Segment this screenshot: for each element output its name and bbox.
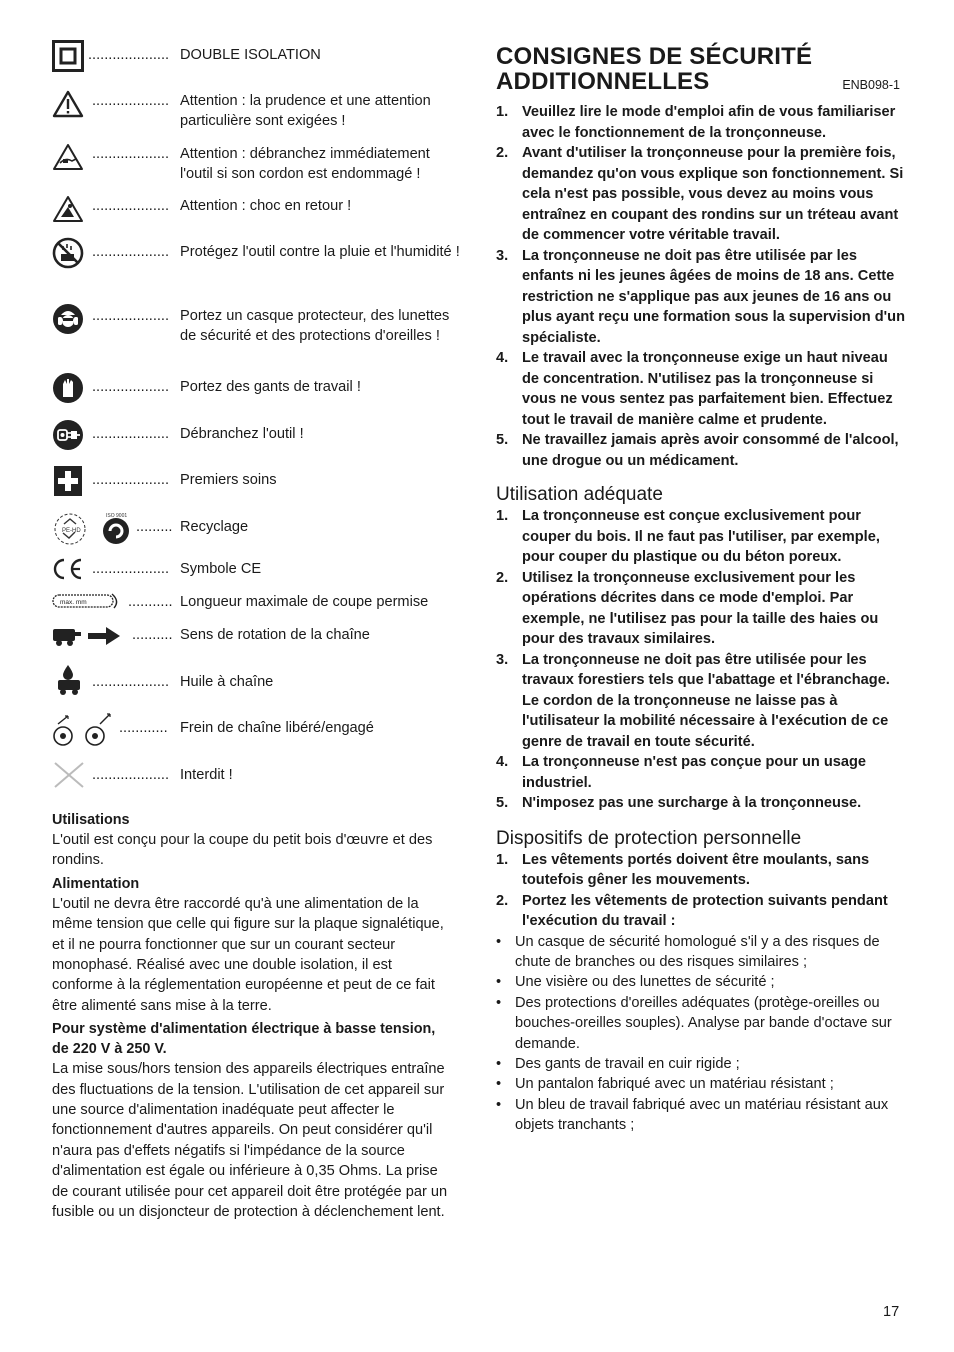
alimentation-heading: Alimentation: [52, 875, 140, 892]
bullet-item: • Un pantalon fabriqué avec un matériau résistant ;: [496, 1074, 906, 1094]
symbol-row-forbidden: [52, 766, 457, 796]
symbol-dots: ...........: [128, 594, 173, 610]
symbol-dots: ...................: [92, 93, 170, 109]
symbol-text: DOUBLE ISOLATION: [180, 47, 321, 63]
first-aid-icon: [52, 466, 84, 496]
symbol-text: Premiers soins: [180, 472, 277, 488]
symbol-dots: ...................: [92, 426, 170, 442]
chain-oil-icon: [52, 663, 84, 697]
list-item: 1. Les vêtements portés doivent être moulants, sans toutefois gêner les mouvements.: [496, 851, 870, 888]
bullet-item: • Des gants de travail en cuir rigide ;: [496, 1054, 906, 1074]
unplug-damaged-cord-icon: [52, 143, 84, 171]
symbol-row-warning: [52, 92, 457, 136]
list-item: 2. Portez les vêtements de protection suivants pendant l'exécution du travail :: [496, 892, 888, 929]
symbol-row-brake: [52, 719, 457, 749]
symbol-dots: ..........: [132, 627, 173, 643]
main-title-block: [496, 44, 906, 94]
right-column: [496, 44, 906, 1136]
symbol-row-rotation: [52, 626, 457, 656]
list-item: 4. La tronçonneuse n'est pas conçue pour un usage industriel.: [496, 754, 867, 791]
recycling-icon: [52, 512, 136, 546]
svg-text:PE-HD: PE-HD: [62, 528, 81, 534]
symbol-dots: ...................: [92, 472, 170, 488]
list-item: 2. Utilisez la tronçonneuse exclusivement pour les opérations décrites dans ce mode d'emploi. Par exemple, ne l'utilisez pas pour la taille des haies ou pour des travaux similaires.: [496, 569, 879, 647]
symbol-row-first-aid: [52, 471, 457, 501]
symbol-row-no-rain: [52, 243, 460, 287]
symbol-row-unplug: [52, 425, 457, 455]
utilisations-text: L'outil est conçu pour la coupe du petit bois d'œuvre et des rondins.: [52, 832, 433, 869]
symbol-row-max-length: [52, 593, 457, 623]
symbol-dots: ...................: [92, 146, 170, 162]
symbol-text: Recyclage: [180, 519, 249, 535]
symbol-row-recycling: [52, 513, 457, 548]
symbol-dots: ...................: [92, 308, 170, 324]
symbol-dots: ...................: [92, 379, 170, 395]
forbidden-icon: [52, 760, 86, 790]
symbol-text: Sens de rotation de la chaîne: [180, 627, 370, 643]
list-item: 3. La tronçonneuse ne doit pas être utilisée par les enfants ni les jeunes âgées de moins de 18 ans. Cette restriction ne s'applique pas aux jeunes de 16 ans ou plus ayant reçu une formation sous la supervision d'un spécialiste.: [496, 247, 905, 346]
symbol-row-kickback: [52, 197, 457, 227]
symbol-dots: ...................: [92, 674, 170, 690]
symbol-row-ppe: [52, 307, 457, 371]
symbol-row-oil: [52, 673, 457, 703]
alimentation-text: L'outil ne devra être raccordé qu'à une alimentation de la même tension que celle qui figure sur la plaque signalétique, et il ne pourra fonctionner que sur un courant secteur monophasé. Réalisé avec une double isolation, il est conforme à la réglementation européenne et peut de ce fait être alimenté sans mise à la terre.: [52, 895, 444, 1014]
symbol-text: Attention : débranchez immédiatement l'outil si son cordon est endommagé !: [180, 146, 430, 182]
kickback-icon: [52, 195, 84, 223]
symbol-dots: .........: [136, 519, 173, 535]
document-code: ENB098-1: [842, 78, 900, 92]
helmet-goggles-earmuffs-icon: [52, 303, 84, 335]
main-title-line2: ADDITIONNELLES: [496, 68, 710, 95]
symbol-dots: ...................: [92, 561, 170, 577]
bullet-item: • Des protections d'oreilles adéquates (protège-oreilles ou bouches-oreilles souples). Analyse par bande d'octave sur demande.: [496, 993, 906, 1054]
symbol-dots: ...................: [92, 198, 170, 214]
no-rain-icon: [52, 237, 84, 269]
chain-rotation-icon: [52, 624, 124, 648]
symbol-text: Protégez l'outil contre la pluie et l'humidité !: [180, 244, 460, 260]
low-voltage-text: La mise sous/hors tension des appareils électriques entraîne des fluctuations de la tension. L'utilisation de cet appareil sur une source d'alimentation inadéquate peut affecter le fonctionnement d'autres appareils. On peut considérer qu'il n'aura pas d'effets négatifs si l'impédance de la source d'alimentation est égale ou inférieure à 0,35 Ohms. La prise de courant utilisée pour cet appareil doit être protégée par un fusible ou un disjoncteur de protection à déclenchement lent.: [52, 1061, 448, 1221]
list-item: 3. La tronçonneuse ne doit pas être utilisée pour les travaux forestiers tels que l'abattage et l'ébranchage. Le cordon de la tronçonneuse ne laisse pas à l'utilisateur la mobilité nécessaire à l'exécution de ce genre de travail en toute sécurité.: [496, 651, 890, 750]
symbol-dots: ...................: [92, 244, 170, 260]
double-insulation-icon: [52, 40, 84, 72]
symbol-row-unplug-damaged: [52, 145, 457, 189]
symbol-text: Portez un casque protecteur, des lunettes de sécurité et des protections d'oreilles !: [180, 308, 450, 344]
symbol-row-double-insulation: [52, 40, 457, 74]
symbol-row-gloves: [52, 378, 457, 408]
gloves-icon: [52, 372, 84, 404]
symbol-text: Longueur maximale de coupe permise: [180, 594, 429, 610]
utilisation-title: Utilisation adéquate: [496, 484, 663, 505]
left-text-sections: [52, 810, 455, 1223]
symbol-dots: ....................: [88, 47, 170, 63]
bullet-item: • Un bleu de travail fabriqué avec un matériau résistant aux objets tranchants ;: [496, 1095, 906, 1136]
low-voltage-heading: Pour système d'alimentation électrique à basse tension, de 220 V à 250 V.: [52, 1021, 436, 1058]
utilisations-heading: Utilisations: [52, 812, 130, 828]
symbol-text: Frein de chaîne libéré/engagé: [180, 720, 374, 736]
symbol-dots: ...................: [92, 767, 170, 783]
bullet-item: • Un casque de sécurité homologué s'il y a des risques de chute de branches ou des risques similaires ;: [496, 932, 906, 973]
max-cut-length-icon: [52, 591, 122, 611]
symbol-dots: ............: [119, 720, 168, 736]
symbol-text: Attention : la prudence et une attention particulière sont exigées !: [180, 93, 431, 129]
ce-mark-icon: [52, 558, 84, 580]
protection-list: [496, 850, 906, 932]
max-length-label: max. mm: [60, 599, 87, 606]
symbol-text: Huile à chaîne: [180, 674, 274, 690]
protection-title: Dispositifs de protection personnelle: [496, 827, 802, 849]
main-title-line1: CONSIGNES DE SÉCURITÉ: [496, 43, 813, 70]
utilisation-list: [496, 506, 906, 814]
list-item: 4. Le travail avec la tronçonneuse exige un haut niveau de concentration. N'utilisez pas la tronçonneuse si vous ne vous sentez pas parfaitement bien. Effectuez tout le travail de manière calme et prudente.: [496, 350, 893, 428]
protection-bullets: [496, 932, 906, 1136]
symbol-text: Interdit !: [180, 767, 233, 783]
list-item: 1. La tronçonneuse est conçue exclusivement pour couper du bois. Il ne faut pas l'utiliser, par exemple, pour couper du plastique ou du béton poreux.: [496, 508, 880, 565]
symbol-row-ce: [52, 560, 457, 590]
symbol-text: Symbole CE: [180, 561, 262, 577]
recycle-logo-label: ISO 9001: [106, 513, 128, 519]
bullet-item: • Une visière ou des lunettes de sécurité ;: [496, 972, 906, 992]
symbol-text: Attention : choc en retour !: [180, 198, 352, 214]
list-item: 2. Avant d'utiliser la tronçonneuse pour la première fois, demandez qu'on vous explique son fonctionnement. Si cela n'est pas possible, vous devez au moins vous entraînez en coupant des rondins sur un tréteau avant de commencer votre véritable travail.: [496, 145, 904, 243]
list-item: 5. N'imposez pas une surcharge à la tronçonneuse.: [496, 795, 862, 811]
list-item: 1. Veuillez lire le mode d'emploi afin de vous familiariser avec le fonctionnement de la tronçonneuse.: [496, 104, 896, 141]
symbol-text: Portez des gants de travail !: [180, 379, 361, 395]
list-item: 5. Ne travaillez jamais après avoir consommé de l'alcool, une drogue ou un médicament.: [496, 432, 899, 469]
unplug-tool-icon: [52, 419, 84, 451]
chain-brake-icon: [52, 712, 116, 748]
warning-icon: [52, 90, 84, 118]
safety-list: [496, 102, 906, 471]
symbol-text: Débranchez l'outil !: [180, 426, 304, 442]
page-number: 17: [883, 1304, 900, 1320]
